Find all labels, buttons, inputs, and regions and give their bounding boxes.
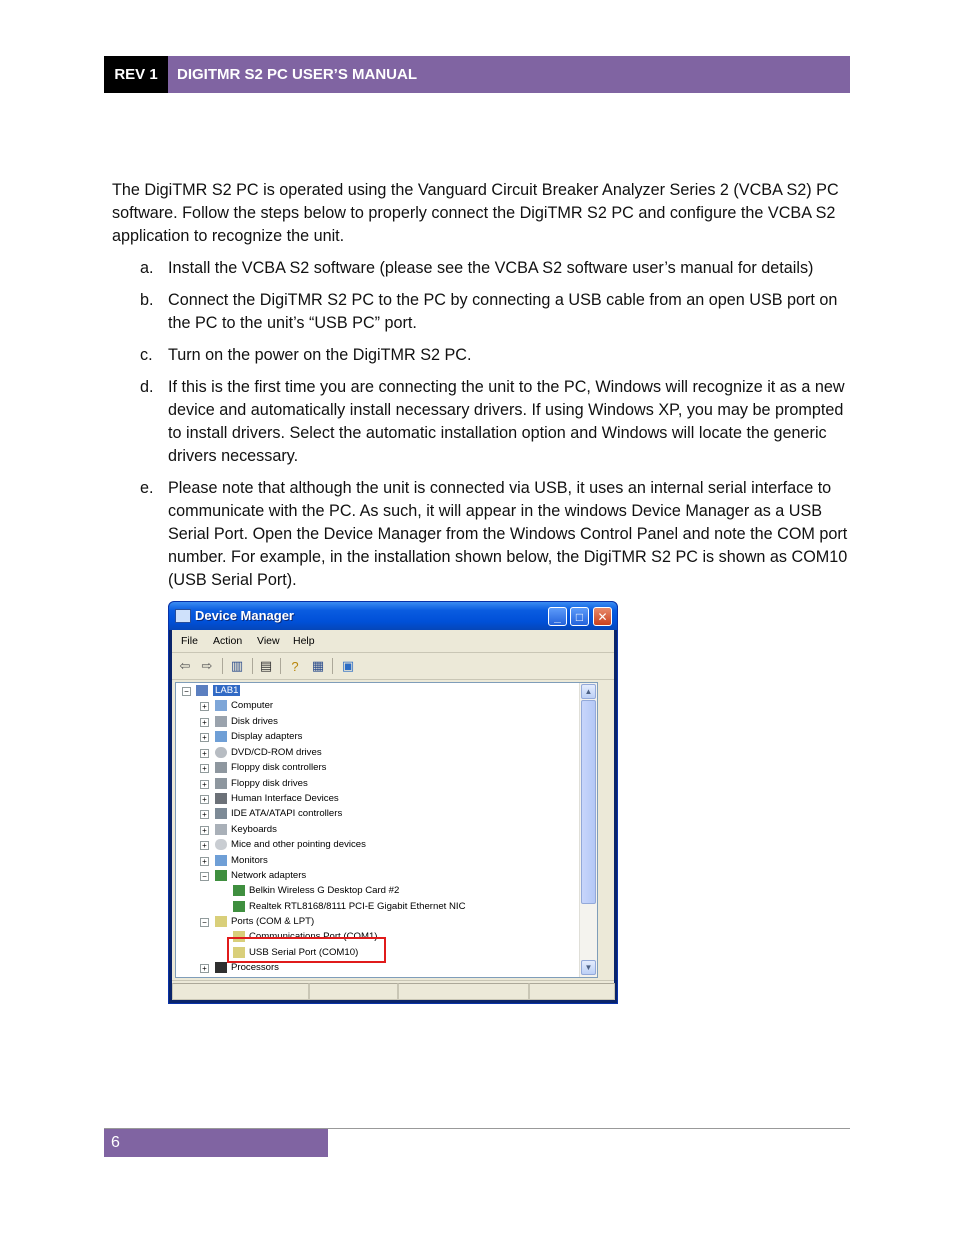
maximize-button[interactable]: □ (570, 607, 589, 626)
tree-item-keyboards[interactable]: Keyboards (231, 824, 277, 835)
toolbar (172, 653, 614, 680)
page-number: 6 (104, 1129, 328, 1157)
computer-icon (196, 685, 208, 696)
instruction-list (112, 257, 852, 601)
show-hide-action-pane-icon[interactable]: ▦ (311, 658, 325, 673)
manual-title: DIGITMR S2 PC USER’S MANUAL (168, 56, 850, 93)
step-letter: c. (140, 346, 153, 364)
collapse-icon[interactable]: − (200, 918, 209, 927)
network-card-icon (233, 885, 245, 896)
step-text: Please note that although the unit is connected via USB, it uses an internal serial interface to communicate with the PC. As such, it will appear in the windows Device Manager as a USB Serial Port. Open the Device Manager from the Windows Control Panel and note the COM port number. For example, in the installation shown below, the DigiTMR S2 PC is shown as COM10 (USB Serial Port). (168, 479, 848, 589)
mouse-icon (215, 839, 227, 850)
expand-icon[interactable]: + (200, 733, 209, 742)
tree-item-ports[interactable]: Ports (COM & LPT) (231, 916, 315, 927)
forward-arrow-icon[interactable]: ⇨ (201, 658, 213, 673)
properties-help-icon[interactable]: ? (291, 658, 299, 674)
port-icon (215, 916, 227, 927)
floppy-drive-icon (215, 778, 227, 789)
vertical-scrollbar[interactable] (579, 683, 597, 977)
menu-help[interactable]: Help (293, 635, 315, 647)
menu-bar (172, 630, 614, 653)
step-text: Turn on the power on the DigiTMR S2 PC. (168, 346, 472, 364)
status-cell (172, 983, 309, 1000)
disk-drive-icon (215, 716, 227, 727)
expand-icon[interactable]: + (200, 826, 209, 835)
device-manager-icon (175, 609, 191, 623)
tree-item-usb-serial-port[interactable]: USB Serial Port (COM10) (249, 947, 359, 958)
tree-item-hid[interactable]: Human Interface Devices (231, 793, 339, 804)
scroll-thumb[interactable] (581, 700, 596, 904)
collapse-icon[interactable]: − (182, 687, 191, 696)
step-d (112, 376, 852, 468)
menu-action[interactable]: Action (213, 635, 243, 647)
device-manager-window (168, 601, 618, 1004)
status-cell (398, 983, 529, 1000)
window-title: Device Manager (195, 608, 294, 623)
ide-controller-icon (215, 808, 227, 819)
floppy-controller-icon (215, 762, 227, 773)
tree-item-processors[interactable]: Processors (231, 962, 279, 973)
step-letter: e. (140, 479, 154, 497)
scan-hardware-icon[interactable]: ▣ (341, 658, 355, 673)
status-cell (309, 983, 398, 1000)
network-card-icon (233, 901, 245, 912)
toolbar-separator (332, 658, 333, 674)
tree-item-display-adapters[interactable]: Display adapters (231, 731, 303, 742)
display-adapter-icon (215, 731, 227, 742)
status-bar (172, 980, 614, 1001)
computer-icon (215, 700, 227, 711)
tree-item-com1[interactable]: Communications Port (COM1) (249, 931, 378, 942)
tree-item-floppy-drives[interactable]: Floppy disk drives (231, 778, 308, 789)
step-b (112, 289, 852, 335)
tree-item-belkin[interactable]: Belkin Wireless G Desktop Card #2 (249, 885, 400, 896)
title-bar[interactable] (169, 602, 617, 630)
monitor-icon (215, 855, 227, 866)
step-text: If this is the first time you are connecting the unit to the PC, Windows will recognize it as a new device and automatically install necessary drivers. If using Windows XP, you may be prompted to install drivers. Select the automatic installation option and Windows will locate the generic drivers necessary. (168, 378, 845, 465)
status-cell (529, 983, 615, 1000)
keyboard-icon (215, 824, 227, 835)
expand-icon[interactable]: + (200, 764, 209, 773)
minimize-button[interactable]: _ (548, 607, 567, 626)
tree-item-network-adapters[interactable]: Network adapters (231, 870, 307, 881)
expand-icon[interactable]: + (200, 841, 209, 850)
expand-icon[interactable]: + (200, 964, 209, 973)
step-text: Install the VCBA S2 software (please see the VCBA S2 software user’s manual for details) (168, 259, 814, 277)
tree-item-computer[interactable]: Computer (231, 700, 274, 711)
tree-item-dvd-drives[interactable]: DVD/CD-ROM drives (231, 747, 322, 758)
tree-root[interactable] (213, 683, 240, 698)
expand-icon[interactable]: + (200, 780, 209, 789)
expand-icon[interactable]: + (200, 795, 209, 804)
step-a (112, 257, 852, 280)
tree-item-monitors[interactable]: Monitors (231, 855, 268, 866)
collapse-icon[interactable]: − (200, 872, 209, 881)
step-e (112, 477, 852, 592)
dvd-drive-icon (215, 747, 227, 758)
tree-item-mice[interactable]: Mice and other pointing devices (231, 839, 366, 850)
print-icon[interactable]: ▤ (259, 658, 273, 673)
network-adapter-icon (215, 870, 227, 881)
highlight-box (227, 937, 386, 963)
device-tree (175, 682, 598, 978)
menu-view[interactable]: View (257, 635, 280, 647)
expand-icon[interactable]: + (200, 857, 209, 866)
hid-icon (215, 793, 227, 804)
expand-icon[interactable]: + (200, 810, 209, 819)
close-button[interactable]: ✕ (593, 607, 612, 626)
expand-icon[interactable]: + (200, 702, 209, 711)
toolbar-separator (252, 658, 253, 674)
expand-icon[interactable]: + (200, 718, 209, 727)
step-letter: b. (140, 291, 154, 309)
scroll-down-button[interactable]: ▼ (581, 960, 596, 975)
root-label: LAB1 (215, 685, 239, 696)
tree-item-disk-drives[interactable]: Disk drives (231, 716, 278, 727)
back-arrow-icon[interactable]: ⇦ (179, 658, 191, 673)
intro-paragraph: The DigiTMR S2 PC is operated using the Vanguard Circuit Breaker Analyzer Series 2 (VCBA S2) PC software. Follow the steps below to properly connect the DigiTMR S2 PC and configure the VCBA S2 application to recognize the unit. (112, 181, 839, 245)
tree-item-floppy-controllers[interactable]: Floppy disk controllers (231, 762, 327, 773)
toolbar-separator (222, 658, 223, 674)
step-text: Connect the DigiTMR S2 PC to the PC by connecting a USB cable from an open USB port on the PC to the unit’s “USB PC” port. (168, 291, 838, 332)
tree-item-ide-controllers[interactable]: IDE ATA/ATAPI controllers (231, 808, 343, 819)
step-c (112, 344, 852, 367)
revision-label: REV 1 (104, 56, 168, 93)
step-letter: a. (140, 259, 154, 277)
tree-item-realtek[interactable]: Realtek RTL8168/8111 PCI-E Gigabit Ethernet NIC (249, 901, 466, 912)
scroll-up-button[interactable]: ▲ (581, 684, 596, 699)
menu-file[interactable]: File (181, 635, 198, 647)
step-letter: d. (140, 378, 154, 396)
processor-icon (215, 962, 227, 973)
show-hide-console-tree-icon[interactable]: ▥ (230, 658, 244, 673)
expand-icon[interactable]: + (200, 749, 209, 758)
toolbar-separator (280, 658, 281, 674)
